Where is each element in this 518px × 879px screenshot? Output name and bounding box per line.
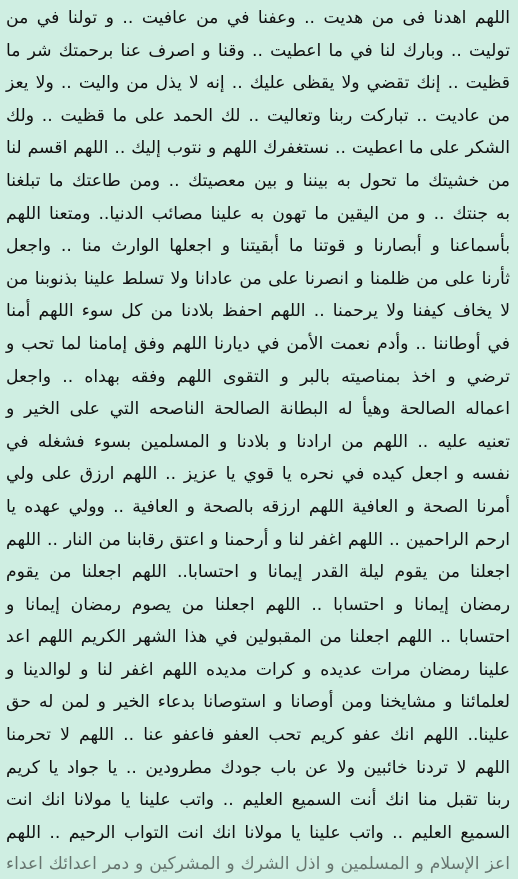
text-line: من عاديت .. تباركت ربنا وتعاليت .. لك الحمد على ما قظيت .. ولك [6,105,510,126]
text-line: أمرنا الصحة و العافية اللهم ارزقه بالصحة و العافية .. وولي عهده يا [6,496,510,517]
text-line: في أوطاننا .. وأدم نعمت الأمن في ديارنا اللهم وفق إمامنا لما تحب و [6,333,510,354]
text-line: اللهم لا تردنا خائبين ولا عن باب جودك مطرودين .. يا جواد يا كريم [6,757,510,778]
text-line: بأسماعنا و أبصارنا و قوتنا ما أبقيتنا و اجعلها الوارث منا .. واجعل [6,236,510,257]
text-line: الشكر على ما اعطيت .. نستغفرك اللهم و نتوب إليك .. اللهم اقسم لنا [6,138,510,159]
text-line: به جنتك .. و من اليقين ما تهون به علينا مصائب الدنيا.. ومتعنا اللهم [6,203,510,224]
text-line: من خشيتك ما تحول به بيننا و بين معصيتك .. ومن طاعتك ما تبلغنا [6,170,510,191]
text-line: اعماله الصالحة وهيأ له البطانة الصالحة الناصحه التي على الخير و [6,399,510,420]
text-line: ثأرنا على من ظلمنا و انصرنا على من عادانا ولا تسلط علينا بذنوبنا من [6,268,510,289]
text-line: لعلمائنا و مشايخنا ومن أوصانا و استوصانا بدعاء الخير و لمن له حق [6,692,510,713]
text-line: لا يخاف كيفنا ولا يرحمنا .. اللهم احفظ بلادنا من كل سوء اللهم أمنا [6,301,510,322]
text-line: علينا.. اللهم انك عفو كريم تحب العفو فاعفو عنا .. اللهم لا تحرمنا [6,725,510,746]
text-line: قظيت .. إنك تقضي ولا يقظى عليك .. إنه لا يذل من واليت .. ولا يعز [6,73,510,94]
text-line: السميع العليم .. واتب علينا يا مولانا انك انت التواب الرحيم .. اللهم [6,822,510,843]
text-line: ترضي و اخذ بمناصيته بالبر و التقوى اللهم وفقه بهداه .. واجعل [6,366,510,387]
text-line: رمضان إيمانا و احتسابا .. اللهم اجعلنا من يصوم رمضان إيمانا و [6,594,510,615]
text-line: تعنيه عليه .. اللهم من ارادنا و بلادنا و المسلمين بسوء فشغله في [6,431,510,452]
text-line: توليت .. وبارك لنا في ما اعطيت .. وقنا و اصرف عنا برحمتك شر ما [6,40,510,61]
text-line: ارحم الراحمين .. اللهم اغفر لنا و أرحمنا و اعتق رقابنا من النار .. اللهم [6,529,510,550]
text-line: ربنا تقبل منا انك أنت السميع العليم .. واتب علينا يا مولانا انك انت [6,790,510,811]
text-line: احتسابا .. اللهم اجعلنا من المقبولين في هذا الشهر الكريم اللهم اعد [6,627,510,648]
text-line: علينا رمضان مرات عديده و كرات مديده اللهم اغفر لنا و لوالدينا و [6,659,510,680]
text-line: اجعلنا من يقوم ليلة القدر إيمانا و احتسابا.. اللهم اجعلنا من يقوم [6,562,510,583]
text-line-cut-off: اعز الإسلام و المسلمين و اذل الشرك و المشركين و دمر اعدائك اعداء [6,854,510,875]
text-line: اللهم اهدنا فى من هديت .. وعفنا في من عافيت .. و تولنا في من [6,8,510,28]
text-line: نفسه و اجعل كيده في نحره يا قوي يا عزيز .. اللهم ارزق على ولي [6,464,510,485]
